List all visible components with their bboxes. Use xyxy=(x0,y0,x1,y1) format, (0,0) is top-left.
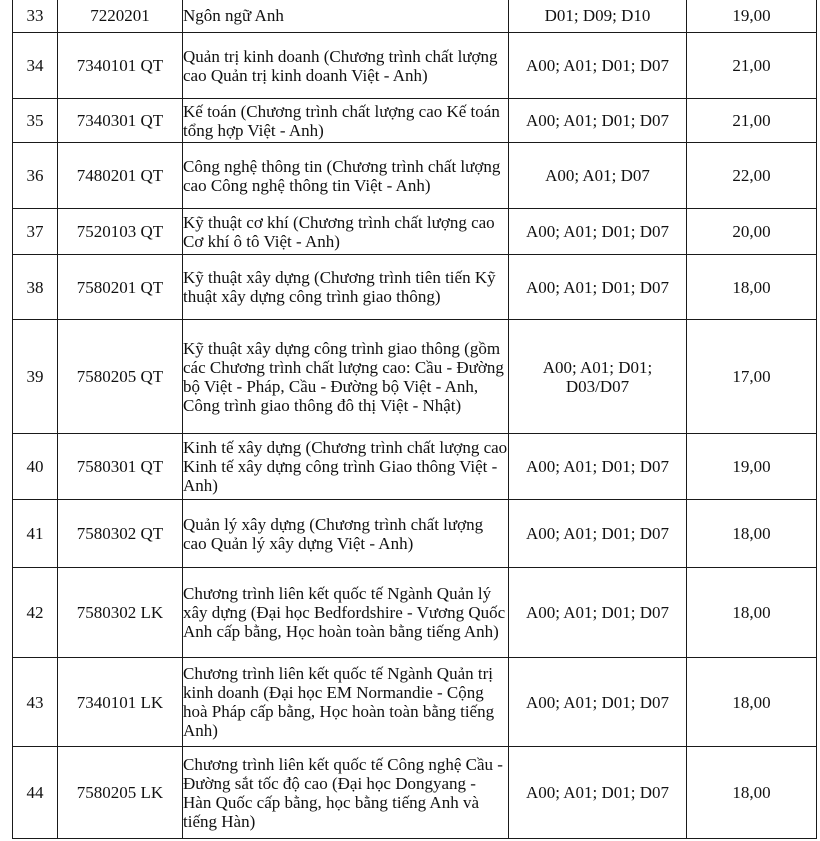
row-number: 40 xyxy=(13,434,58,500)
program-name: Chương trình liên kết quốc tế Ngành Quản trị kinh doanh (Đại học EM Normandie - Cộng hoà Pháp cấp bằng, Học hoàn toàn bằng tiếng Anh) xyxy=(183,658,509,747)
cutoff-score: 18,00 xyxy=(687,500,817,568)
program-name: Quản trị kinh doanh (Chương trình chất lượng cao Quản trị kinh doanh Việt - Anh) xyxy=(183,33,509,99)
subject-combinations: A00; A01; D01; D07 xyxy=(509,255,687,320)
program-name: Chương trình liên kết quốc tế Công nghệ Cầu - Đường sắt tốc độ cao (Đại học Dongyang - Hàn Quốc cấp bằng, học bằng tiếng Anh và tiếng Hàn) xyxy=(183,747,509,839)
program-code: 7520103 QT xyxy=(58,209,183,255)
table-row xyxy=(13,434,817,500)
subject-combinations: A00; A01; D01; D07 xyxy=(509,568,687,658)
program-code: 7580301 QT xyxy=(58,434,183,500)
table-row xyxy=(13,500,817,568)
row-number: 35 xyxy=(13,99,58,143)
cutoff-score: 22,00 xyxy=(687,143,817,209)
program-name: Quản lý xây dựng (Chương trình chất lượng cao Quản lý xây dựng Việt - Anh) xyxy=(183,500,509,568)
program-name: Ngôn ngữ Anh xyxy=(183,0,509,33)
cutoff-score: 21,00 xyxy=(687,99,817,143)
cutoff-score: 20,00 xyxy=(687,209,817,255)
cutoff-score: 21,00 xyxy=(687,33,817,99)
subject-combinations: A00; A01; D01; D07 xyxy=(509,33,687,99)
cutoff-score: 19,00 xyxy=(687,434,817,500)
table-row xyxy=(13,320,817,434)
program-code: 7580205 LK xyxy=(58,747,183,839)
row-number: 36 xyxy=(13,143,58,209)
subject-combinations: A00; A01; D01; D07 xyxy=(509,99,687,143)
program-name: Công nghệ thông tin (Chương trình chất lượng cao Công nghệ thông tin Việt - Anh) xyxy=(183,143,509,209)
program-name: Chương trình liên kết quốc tế Ngành Quản lý xây dựng (Đại học Bedfordshire - Vương Quốc Anh cấp bằng, Học hoàn toàn bằng tiếng Anh) xyxy=(183,568,509,658)
table-row xyxy=(13,0,817,33)
subject-combinations: A00; A01; D01; D07 xyxy=(509,500,687,568)
row-number: 34 xyxy=(13,33,58,99)
cutoff-score: 18,00 xyxy=(687,568,817,658)
subject-combinations: A00; A01; D01; D07 xyxy=(509,747,687,839)
admissions-table xyxy=(12,0,817,839)
row-number: 41 xyxy=(13,500,58,568)
cutoff-score: 18,00 xyxy=(687,658,817,747)
program-code: 7580205 QT xyxy=(58,320,183,434)
table-row xyxy=(13,568,817,658)
program-name: Kinh tế xây dựng (Chương trình chất lượng cao Kinh tế xây dựng công trình Giao thông Việt - Anh) xyxy=(183,434,509,500)
subject-combinations: A00; A01; D01; D07 xyxy=(509,209,687,255)
program-code: 7220201 xyxy=(58,0,183,33)
row-number: 37 xyxy=(13,209,58,255)
table-row xyxy=(13,255,817,320)
program-code: 7340101 QT xyxy=(58,33,183,99)
program-code: 7340101 LK xyxy=(58,658,183,747)
table-row xyxy=(13,209,817,255)
row-number: 42 xyxy=(13,568,58,658)
program-name: Kế toán (Chương trình chất lượng cao Kế toán tổng hợp Việt - Anh) xyxy=(183,99,509,143)
program-code: 7480201 QT xyxy=(58,143,183,209)
cutoff-score: 17,00 xyxy=(687,320,817,434)
program-name: Kỹ thuật xây dựng (Chương trình tiên tiến Kỹ thuật xây dựng công trình giao thông) xyxy=(183,255,509,320)
cutoff-score: 18,00 xyxy=(687,747,817,839)
subject-combinations: A00; A01; D07 xyxy=(509,143,687,209)
table-row xyxy=(13,143,817,209)
subject-combinations: D01; D09; D10 xyxy=(509,0,687,33)
table-row xyxy=(13,658,817,747)
program-name: Kỹ thuật xây dựng công trình giao thông (gồm các Chương trình chất lượng cao: Cầu - Đường bộ Việt - Pháp, Cầu - Đường bộ Việt - Anh, Công trình giao thông đô thị Việt - Nhật) xyxy=(183,320,509,434)
cutoff-score: 18,00 xyxy=(687,255,817,320)
program-code: 7580302 QT xyxy=(58,500,183,568)
subject-combinations: A00; A01; D01; D07 xyxy=(509,434,687,500)
row-number: 43 xyxy=(13,658,58,747)
row-number: 39 xyxy=(13,320,58,434)
row-number: 33 xyxy=(13,0,58,33)
table-row xyxy=(13,99,817,143)
row-number: 44 xyxy=(13,747,58,839)
table-row xyxy=(13,33,817,99)
program-code: 7580302 LK xyxy=(58,568,183,658)
program-code: 7340301 QT xyxy=(58,99,183,143)
cutoff-score: 19,00 xyxy=(687,0,817,33)
program-code: 7580201 QT xyxy=(58,255,183,320)
subject-combinations: A00; A01; D01; D03/D07 xyxy=(509,320,687,434)
table-body xyxy=(13,0,817,839)
table-row xyxy=(13,747,817,839)
program-name: Kỹ thuật cơ khí (Chương trình chất lượng cao Cơ khí ô tô Việt - Anh) xyxy=(183,209,509,255)
subject-combinations: A00; A01; D01; D07 xyxy=(509,658,687,747)
row-number: 38 xyxy=(13,255,58,320)
